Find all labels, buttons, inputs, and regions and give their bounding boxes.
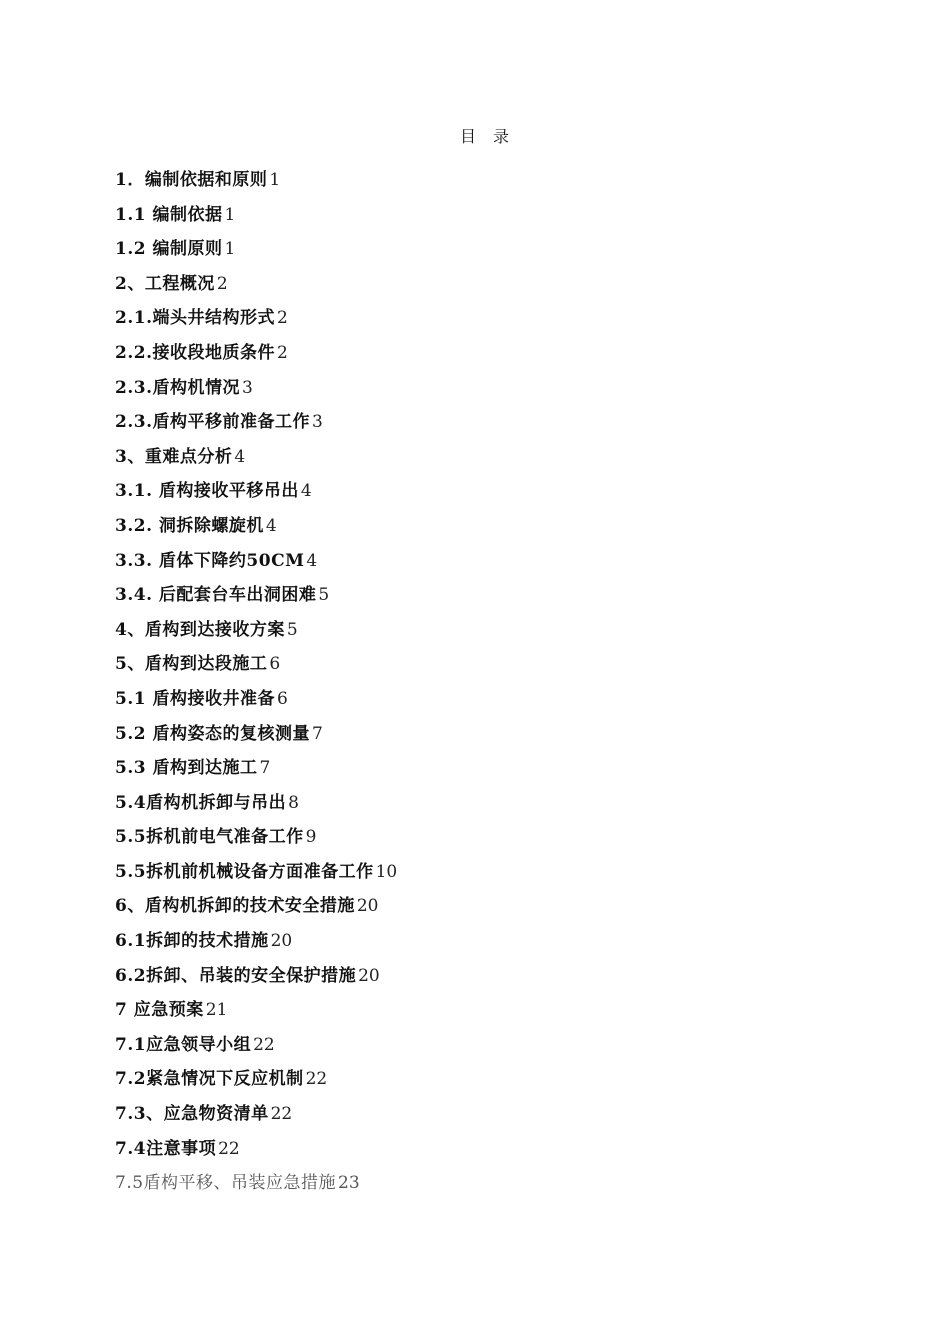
toc-entry-page-number: 3 xyxy=(242,377,253,398)
toc-entry-page-number: 7 xyxy=(312,723,323,744)
toc-entry[interactable] xyxy=(115,544,397,579)
toc-entry-page-number: 22 xyxy=(253,1034,275,1055)
toc-entry-page-number: 4 xyxy=(306,550,318,571)
toc-entry-label: 5.1 盾构接收井准备 xyxy=(115,688,275,709)
toc-entry[interactable] xyxy=(115,232,397,267)
toc-entry[interactable] xyxy=(115,820,397,855)
toc-entry-label: 2.2.接收段地质条件 xyxy=(115,342,275,363)
toc-entry-label: 1.1 编制依据 xyxy=(115,204,223,225)
toc-entry-page-number: 4 xyxy=(234,446,246,467)
toc-entry-page-number: 2 xyxy=(216,273,228,294)
toc-entry-label: 3、重难点分析 xyxy=(115,446,233,467)
toc-entry-page-number: 9 xyxy=(305,827,317,848)
toc-entry-page-number: 22 xyxy=(270,1104,293,1125)
toc-entry-label: 2.3.盾构平移前准备工作 xyxy=(115,412,310,433)
toc-entry-label: 5.3 盾构到达施工 xyxy=(115,758,258,779)
toc-entry-label: 4、盾构到达接收方案 xyxy=(115,619,285,640)
toc-entry[interactable] xyxy=(115,267,397,302)
toc-entry-label: 5、盾构到达段施工 xyxy=(115,654,268,675)
toc-entry[interactable] xyxy=(115,924,397,959)
toc-entry-page-number: 1 xyxy=(269,170,281,190)
toc-entry-label: 7.1应急领导小组 xyxy=(115,1034,252,1055)
toc-entry[interactable] xyxy=(115,682,397,717)
toc-entry-label: 1．编制依据和原则 xyxy=(115,170,268,190)
toc-entry[interactable] xyxy=(115,889,397,924)
toc-entry[interactable] xyxy=(115,509,397,544)
toc-entry[interactable] xyxy=(115,751,397,786)
toc-entry[interactable] xyxy=(115,163,397,198)
toc-entry-label: 5.5拆机前机械设备方面准备工作 xyxy=(115,861,374,882)
toc-entry-label: 7 应急预案 xyxy=(115,1000,204,1021)
toc-entry[interactable] xyxy=(115,717,397,752)
toc-entry[interactable] xyxy=(115,198,397,233)
toc-entry[interactable] xyxy=(115,855,397,890)
toc-entry-page-number: 22 xyxy=(305,1069,328,1090)
toc-entry[interactable] xyxy=(115,336,397,371)
toc-entry[interactable] xyxy=(115,578,397,613)
toc-entry-label: 7.5盾构平移、吊装应急措施 xyxy=(115,1173,337,1194)
toc-entry[interactable] xyxy=(115,474,397,509)
toc-entry-label: 7.2紧急情况下反应机制 xyxy=(115,1069,304,1090)
toc-entry-page-number: 7 xyxy=(259,758,271,779)
toc-entry-page-number: 6 xyxy=(269,654,281,675)
toc-entry[interactable] xyxy=(115,1028,397,1063)
toc-entry-page-number: 20 xyxy=(270,931,293,952)
toc-entry-page-number: 21 xyxy=(205,1000,228,1021)
toc-entry-label: 7.4注意事项 xyxy=(115,1138,217,1159)
toc-entry[interactable] xyxy=(115,1166,397,1201)
toc-entry[interactable] xyxy=(115,1097,397,1132)
toc-entry-page-number: 1 xyxy=(224,204,236,225)
toc-entry[interactable] xyxy=(115,647,397,682)
toc-entry[interactable] xyxy=(115,1132,397,1167)
toc-entry-label: 3.3. 盾体下降约50CM xyxy=(115,550,305,571)
toc-entry-page-number: 10 xyxy=(375,861,398,882)
toc-entry-page-number: 5 xyxy=(318,585,330,606)
toc-entry-page-number: 4 xyxy=(265,515,277,536)
toc-entry-label: 3.2. 洞拆除螺旋机 xyxy=(115,515,264,536)
toc-entry-page-number: 6 xyxy=(277,688,288,709)
toc-entry-label: 6、盾构机拆卸的技术安全措施 xyxy=(115,896,355,917)
toc-title: 目 录 xyxy=(459,127,516,146)
toc-entry-label: 1.2 编制原则 xyxy=(115,239,223,260)
toc-entry-page-number: 22 xyxy=(218,1138,240,1159)
toc-entry[interactable] xyxy=(115,993,397,1028)
toc-entry-page-number: 20 xyxy=(356,896,379,917)
toc-entry-page-number: 2 xyxy=(277,342,288,363)
toc-entry-page-number: 1 xyxy=(224,239,236,260)
toc-entry-page-number: 8 xyxy=(288,792,299,813)
toc-entry[interactable] xyxy=(115,371,397,406)
toc-list xyxy=(115,163,397,1201)
toc-entry-label: 5.2 盾构姿态的复核测量 xyxy=(115,723,310,744)
toc-entry-label: 6.1拆卸的技术措施 xyxy=(115,931,269,952)
toc-entry-page-number: 23 xyxy=(338,1173,360,1194)
toc-entry[interactable] xyxy=(115,405,397,440)
toc-entry[interactable] xyxy=(115,613,397,648)
toc-entry-label: 2.3.盾构机情况 xyxy=(115,377,240,398)
toc-entry-page-number: 2 xyxy=(277,308,288,329)
toc-entry-label: 5.4盾构机拆卸与吊出 xyxy=(115,792,287,813)
toc-entry-label: 3.1. 盾构接收平移吊出 xyxy=(115,481,299,502)
toc-entry-label: 2、工程概况 xyxy=(115,273,215,294)
toc-entry-page-number: 5 xyxy=(286,619,298,640)
toc-entry-page-number: 20 xyxy=(358,965,380,986)
toc-entry-label: 2.1.端头井结构形式 xyxy=(115,308,275,329)
toc-entry[interactable] xyxy=(115,440,397,475)
toc-entry-label: 5.5拆机前电气准备工作 xyxy=(115,827,304,848)
toc-entry-page-number: 4 xyxy=(300,481,312,502)
toc-entry[interactable] xyxy=(115,1062,397,1097)
toc-entry[interactable] xyxy=(115,786,397,821)
toc-entry-label: 6.2拆卸、吊装的安全保护措施 xyxy=(115,965,357,986)
toc-entry-label: 3.4. 后配套台车出洞困难 xyxy=(115,585,317,606)
toc-entry-page-number: 3 xyxy=(312,412,323,433)
toc-entry-label: 7.3、应急物资清单 xyxy=(115,1104,269,1125)
toc-entry[interactable] xyxy=(115,959,397,994)
toc-entry[interactable] xyxy=(115,301,397,336)
